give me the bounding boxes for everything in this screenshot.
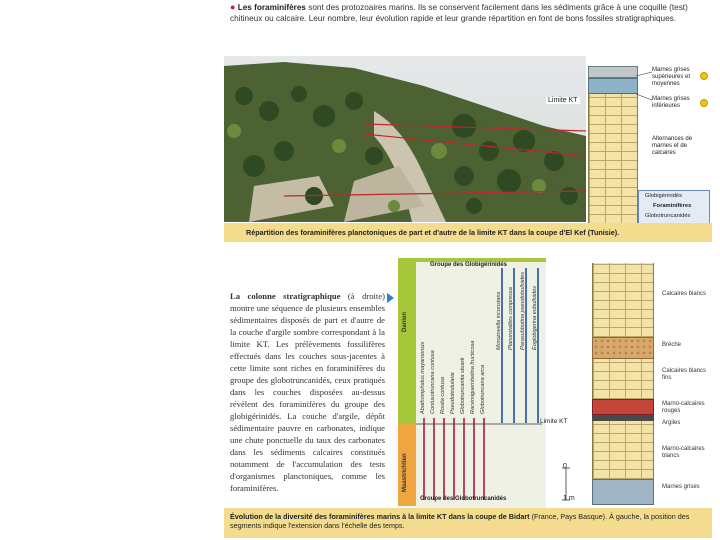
layer-fine-white-limestone <box>592 359 654 399</box>
species-label: Planorotalites compressa <box>508 287 514 350</box>
foraminifera-legend-box <box>638 190 710 224</box>
legend-foraminifera: Foraminifères <box>653 203 692 209</box>
legend-white-marl-limestone: Marno-calcaires blancs <box>662 446 705 459</box>
foraminifera-icon <box>700 72 708 80</box>
globigerinid-group-label: Groupe des Globigérinidés <box>430 262 508 268</box>
stratigraphic-column-bidart <box>592 263 654 511</box>
stage-danian-label: Danien <box>402 311 408 332</box>
stratigraphy-lead: La colonne stratigraphique <box>230 291 341 301</box>
layer-breccia <box>592 337 654 359</box>
globotruncanid-group-label: Groupe des Globotruncanidés <box>420 496 507 502</box>
intro-paragraph <box>230 2 710 24</box>
scale-zero-label: 0 <box>563 463 567 470</box>
kt-limit-label-chart: Limite KT <box>540 418 568 425</box>
legend-globigerinids: Globigérinidés <box>645 193 683 199</box>
species-label: Racemiguembelina fructicosa <box>470 340 476 414</box>
layer-white-marl-limestone <box>592 421 654 479</box>
danian-band <box>398 258 416 424</box>
layer-white-limestone <box>592 263 654 337</box>
legend-white-limestone: Calcaires blancs <box>662 291 707 297</box>
caption-bidart <box>224 508 712 538</box>
legend-lower-marls: Marnes grises inférieures <box>652 96 690 109</box>
arrow-right-icon <box>387 293 394 303</box>
species-label: Abathomphalus mayaroensis <box>420 341 426 414</box>
scale-1m-label: 1 m <box>563 495 575 502</box>
foraminifera-icon <box>700 99 708 107</box>
el-kef-photo <box>224 56 586 222</box>
caption-bidart-body: (France, Pays Basque). À gauche, la position des segments indique l'extension dans l'échelle des temps. <box>230 512 690 530</box>
stage-maastrichtian-label: Maastrichtien <box>402 453 408 492</box>
species-label: Rosita contusa <box>440 376 446 414</box>
legend-upper-marls: Marnes grises supérieures et moyennes <box>652 67 691 87</box>
legend-fine-white-limestone: Calcaires blancs fins <box>662 368 707 381</box>
species-label: Contusotruncana contusa <box>430 350 436 414</box>
legend-breccia: Brèche <box>662 342 682 348</box>
species-label: Globotruncanita stuarti <box>460 357 466 414</box>
layer-red-marl-limestone <box>592 399 654 415</box>
species-label: Eoglobigerina eobulloides <box>532 285 538 350</box>
legend-globotruncanids: Globotruncanidés <box>645 213 691 219</box>
intro-body: sont des protozoaires marins. Ils se conservent facilement dans les sédiments grâce à une coquille (test) chitineux ou calcaire. Leur nombre, leur évolution rapide et leur grande répartition en font de bons fossiles stratigraphiques. <box>230 3 688 23</box>
species-label: Parasubbotina pseudobulloides <box>520 271 526 350</box>
legend-clay: Argiles <box>662 420 681 426</box>
caption-bidart-lead: Évolution de la diversité des foraminifères marins à la limite KT dans la coupe de Bidart <box>230 512 530 521</box>
species-label: Globotruncana arca <box>480 364 486 414</box>
stratigraphy-body: (à droite) montre une séquence de plusieurs ensembles sédimentaires disposés de part et d'autre de la couche d'argile sombre correspondant à la limite KT. Les prélèvements fossilifères effectués dans les couches sous-jacentes à cette limite sont riches en foraminifères du groupe des globotruncanidés, ceux pratiqués dans les couches disposées au-dessus révèlent des foraminifères du groupe des globigérinidés. La couche d'argile, dépôt sédimentaire pauvre en carbonates, indique une chute ponctuelle du taux des carbonates dans les sédiments calcaires constitués notamment de l'accumulation des tests d'organismes planctoniques, comme les foraminifères. <box>230 291 385 493</box>
legend-alternation: Alternances de marnes et de calcaires <box>652 136 693 156</box>
legend-grey-marls: Marnes grises <box>662 484 700 490</box>
legend-red-marl-limestone: Marno-calcaires rouges <box>662 401 705 414</box>
species-label: Pseudotextularia <box>450 372 456 414</box>
kt-limit-label-photo: Limite KT <box>548 97 578 104</box>
stratigraphy-paragraph <box>230 290 385 494</box>
species-label: Morozovella inconstans <box>496 291 502 350</box>
bullet-icon: ● <box>230 2 236 12</box>
layer-grey-marls <box>592 479 654 505</box>
caption-el-kef: Répartition des foraminifères planctoniques de part et d'autre de la limite KT dans la coupe d'El Kef (Tunisie). <box>224 223 712 242</box>
intro-lead: Les foraminifères <box>237 3 306 12</box>
